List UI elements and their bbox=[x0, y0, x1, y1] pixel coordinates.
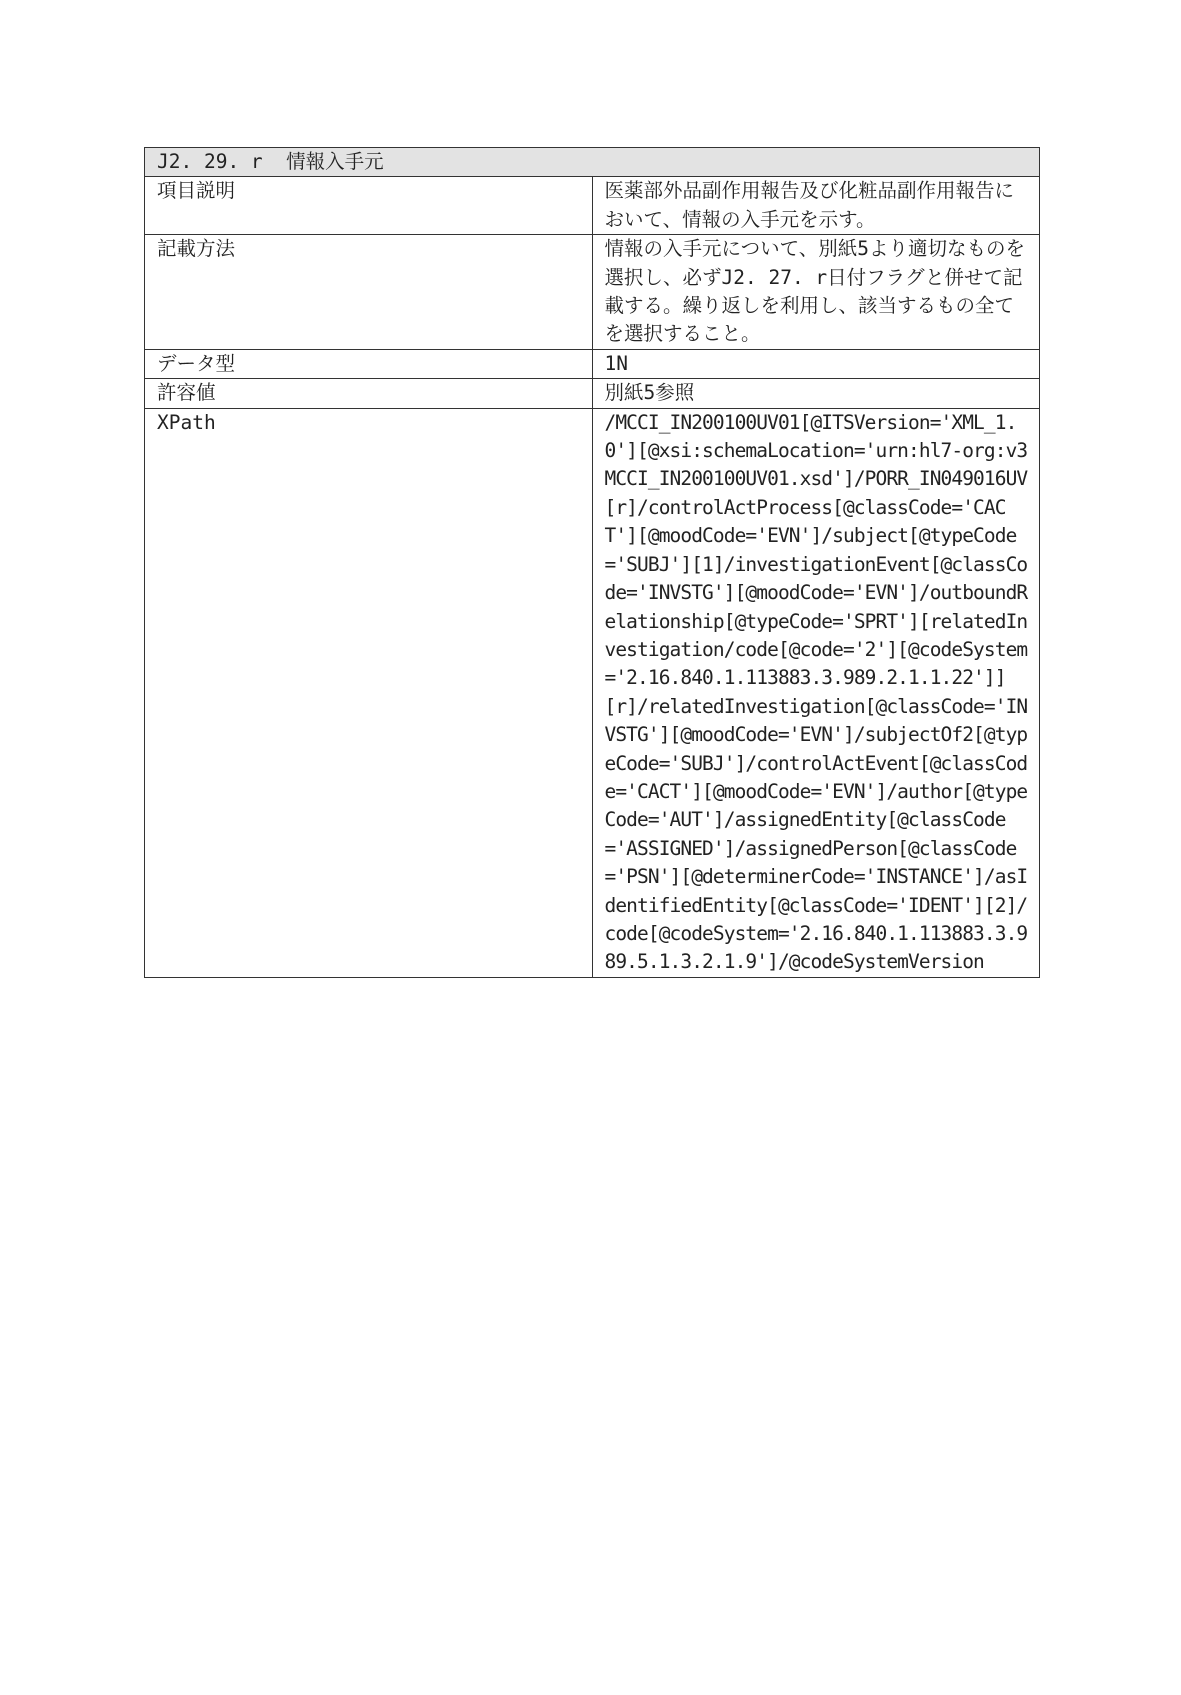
row-label-method: 記載方法 bbox=[145, 235, 593, 350]
row-value-description: 医薬部外品副作用報告及び化粧品副作用報告において、情報の入手元を示す。 bbox=[592, 177, 1040, 235]
row-value-allowed: 別紙5参照 bbox=[592, 379, 1040, 408]
table-row bbox=[145, 379, 1040, 408]
row-label-xpath: XPath bbox=[145, 408, 593, 977]
table-row bbox=[145, 408, 1040, 977]
table-title: J2. 29. r 情報入手元 bbox=[145, 148, 1040, 177]
table-row bbox=[145, 235, 1040, 350]
row-label-description: 項目説明 bbox=[145, 177, 593, 235]
xpath-line-1: /MCCI_IN200100UV01[@ITSVersion='XML_1.0'][@xsi:schemaLocation='urn:hl7-org:v3 bbox=[604, 410, 1028, 463]
row-value-xpath bbox=[592, 408, 1040, 977]
row-label-datatype: データ型 bbox=[145, 349, 593, 378]
spec-table bbox=[144, 147, 1040, 978]
xpath-line-2: MCCI_IN200100UV01.xsd']/PORR_IN049016UV[r]/controlActProcess[@classCode='CACT'][@moodCode='EVN']/subject[@typeCode='SUBJ'][1]/investigationEvent[@classCode='INVSTG'][@moodCode='EVN']/outboundRelationship[@typeCode='SPRT'][relatedInvestigation/code[@code='2'][@codeSystem='2.16.840.1.113883.3.989.2.1.1.22']][r]/relatedInvestigation[@classCode='INVSTG'][@moodCode='EVN']/subjectOf2[@typeCode='SUBJ']/controlActEvent[@classCode='CACT'][@moodCode='EVN']/author[@typeCode='AUT']/assignedEntity[@classCode='ASSIGNED']/assignedPerson[@classCode='PSN'][@determinerCode='INSTANCE']/asIdentifiedEntity[@classCode='IDENT'][2]/code[@codeSystem='2.16.840.1.113883.3.989.5.1.3.2.1.9']/@codeSystemVersion bbox=[604, 467, 1028, 974]
table-row bbox=[145, 177, 1040, 235]
row-value-method: 情報の入手元について、別紙5より適切なものを選択し、必ずJ2. 27. r日付フラグと併せて記載する。繰り返しを利用し、該当するもの全てを選択すること。 bbox=[592, 235, 1040, 350]
row-label-allowed: 許容値 bbox=[145, 379, 593, 408]
row-value-datatype: 1N bbox=[592, 349, 1040, 378]
table-title-row bbox=[145, 148, 1040, 177]
table-row bbox=[145, 349, 1040, 378]
